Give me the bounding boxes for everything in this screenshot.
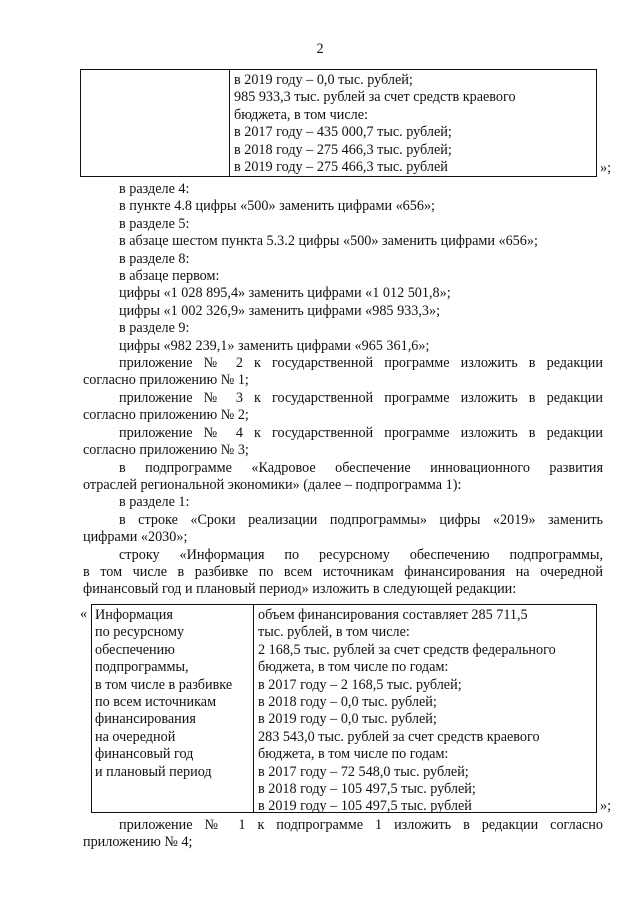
text-line: в 2018 году – 0,0 тыс. рублей; — [258, 694, 437, 711]
text-line: согласно приложению № 2; — [83, 407, 249, 424]
text-line: Информация — [95, 607, 173, 623]
text-line: в 2019 году – 0,0 тыс. рублей; — [234, 72, 413, 88]
text-line: в том числе в разбивке — [95, 676, 233, 693]
text-line: в разделе 4: — [119, 181, 190, 197]
text-line: в разделе 9: — [119, 320, 190, 337]
text-line: тыс. рублей, в том числе: — [258, 624, 410, 641]
text-line: финансовый год — [95, 746, 194, 763]
table-cell-funding-text — [230, 70, 596, 176]
text-line: по ресурсному — [95, 624, 185, 641]
text-line: 283 543,0 тыс. рублей за счет средств краевого — [258, 728, 540, 745]
text-line: в 2017 году – 2 168,5 тыс. рублей; — [258, 676, 462, 693]
text-line: по всем источникам — [95, 694, 217, 711]
text-line: 2 168,5 тыс. рублей за счет средств федерального — [258, 641, 556, 658]
closing-amendment-text — [83, 817, 603, 852]
text-line: цифрами «2030»; — [83, 529, 188, 546]
text-line: в 2019 году – 0,0 тыс. рублей; — [258, 711, 437, 728]
text-line: и плановый период — [95, 763, 212, 780]
text-line: приложение № 1 к подпрограмме 1 изложить в редакции согласно — [119, 817, 603, 833]
text-line: в 2018 году – 105 497,5 тыс. рублей; — [258, 781, 476, 798]
text-line: объем финансирования составляет 285 711,5 — [258, 607, 528, 623]
text-line: в 2017 году – 72 548,0 тыс. рублей; — [258, 763, 469, 780]
text-line: в разделе 5: — [119, 215, 190, 232]
text-line: согласно приложению № 1; — [83, 372, 249, 389]
text-line: цифры «982 239,1» заменить цифрами «965 361,6»; — [119, 337, 430, 354]
text-line: приложение № 4 к государственной программе изложить в редакции — [119, 424, 603, 441]
text-line: в абзаце шестом пункта 5.3.2 цифры «500» заменить цифрами «656»; — [119, 233, 538, 250]
text-line: приложению № 4; — [83, 834, 193, 851]
text-line: отраслей региональной экономики» (далее – подпрограмма 1): — [83, 476, 462, 493]
text-line: в 2019 году – 105 497,5 тыс. рублей — [258, 798, 472, 815]
text-line: в том числе в разбивке по всем источникам финансирования на очередной — [83, 563, 603, 580]
text-line: финансирования — [95, 711, 196, 728]
text-line: в строке «Сроки реализации подпрограммы» цифры «2019» заменить — [119, 511, 603, 528]
text-line: 985 933,3 тыс. рублей за счет средств краевого — [234, 89, 516, 106]
funding-table-continuation — [80, 69, 597, 177]
text-line: согласно приложению № 3; — [83, 442, 249, 459]
text-line: в подпрограмме «Кадровое обеспечение инновационного развития — [119, 459, 603, 476]
table-cell-row-label — [92, 605, 254, 812]
text-line: на очередной — [95, 728, 176, 745]
table-cell-funding-text — [254, 605, 596, 815]
text-line: цифры «1 028 895,4» заменить цифрами «1 012 501,8»; — [119, 285, 451, 302]
table-opening-quote: « — [80, 606, 88, 622]
table-closing-quote: »; — [600, 798, 612, 814]
text-line: в пункте 4.8 цифры «500» заменить цифрами «656»; — [119, 198, 435, 215]
text-line: обеспечению — [95, 641, 175, 658]
text-line: бюджета, в том числе по годам: — [258, 746, 449, 763]
text-line: строку «Информация по ресурсному обеспечению подпрограммы, — [119, 546, 603, 563]
text-line: в 2019 году – 275 466,3 тыс. рублей — [234, 159, 448, 176]
amendment-text — [83, 181, 603, 599]
table-cell-empty — [81, 70, 230, 176]
text-line: в абзаце первом: — [119, 268, 220, 285]
text-line: в 2017 году – 435 000,7 тыс. рублей; — [234, 124, 452, 141]
subprogram-resource-table — [91, 604, 597, 813]
page-number: 2 — [316, 41, 324, 57]
text-line: бюджета, в том числе: — [234, 106, 368, 123]
text-line: в разделе 1: — [119, 494, 190, 511]
text-line: бюджета, в том числе по годам: — [258, 659, 449, 676]
text-line: цифры «1 002 326,9» заменить цифрами «985 933,3»; — [119, 302, 441, 319]
text-line: в разделе 8: — [119, 250, 190, 267]
text-line: финансовый год и плановый период» изложить в следующей редакции: — [83, 581, 517, 598]
table-closing-quote: »; — [600, 160, 612, 176]
text-line: подпрограммы, — [95, 659, 189, 676]
text-line: приложение № 2 к государственной программе изложить в редакции — [119, 355, 603, 372]
text-line: приложение № 3 к государственной программе изложить в редакции — [119, 389, 603, 406]
text-line: в 2018 году – 275 466,3 тыс. рублей; — [234, 141, 452, 158]
